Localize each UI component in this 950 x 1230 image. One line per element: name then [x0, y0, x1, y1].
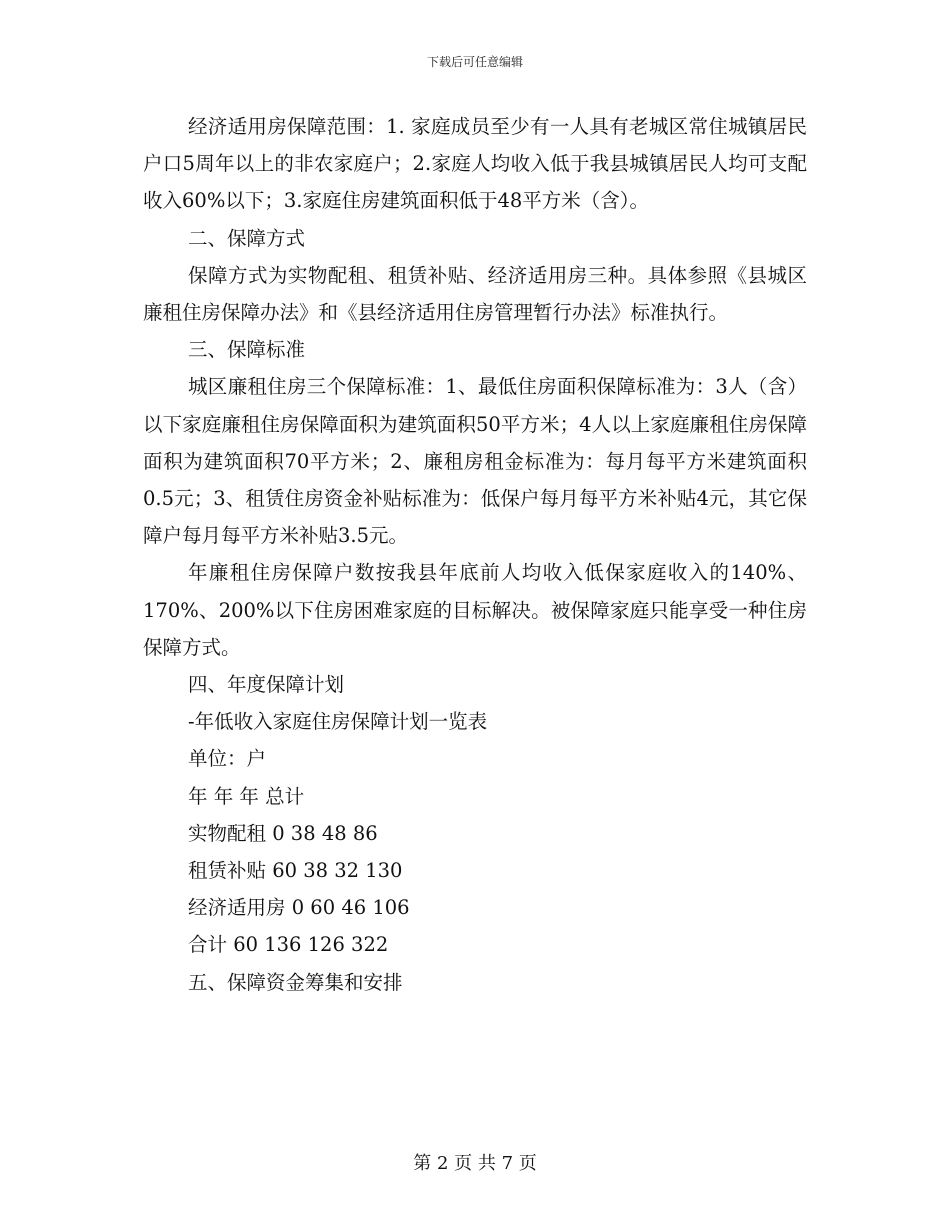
section-heading-fund-raising: 五、保障资金筹集和安排	[188, 970, 403, 994]
section-heading-guarantee-method: 二、保障方式	[188, 226, 306, 250]
plan-table-row: 租赁补贴 60 38 32 130	[188, 859, 403, 883]
plan-table-row: 实物配租 0 38 48 86	[188, 821, 378, 845]
plan-table-title: -年低收入家庭住房保障计划一览表	[188, 710, 488, 734]
paragraph-guarantee-method: 保障方式为实物配租、租赁补贴、经济适用房三种。具体参照《县城区廉租住房保障办法》和《县经济适用住房管理暂行办法》标准执行。	[143, 263, 807, 325]
paragraph-affordable-housing-scope: 经济适用房保障范围：1. 家庭成员至少有一人具有老城区常住城镇居民户口5周年以上的非农家庭户；2.家庭人均收入低于我县城镇居民人均可支配收入60%以下；3.家庭住房建筑面积低于48平方米（含）。	[143, 115, 807, 213]
plan-table-header-row: 年 年 年 总计	[188, 784, 305, 808]
paragraph-guarantee-standard: 城区廉租住房三个保障标准：1、最低住房面积保障标准为：3人（含）以下家庭廉租住房保障面积为建筑面积50平方米；4人以上家庭廉租住房保障面积为建筑面积70平方米；2、廉租房租金标准为：每月每平方米建筑面积0.5元；3、租赁住房资金补贴标准为：低保户每月每平方米补贴4元，其它保障户每月每平方米补贴3.5元。	[143, 375, 807, 548]
document-body	[143, 108, 807, 1001]
plan-table-row: 经济适用房 0 60 46 106	[188, 896, 410, 920]
paragraph-guarantee-households: 年廉租住房保障户数按我县年底前人均收入低保家庭收入的140%、170%、200%以下住房困难家庭的目标解决。被保障家庭只能享受一种住房保障方式。	[143, 561, 807, 659]
section-heading-guarantee-standard: 三、保障标准	[188, 338, 306, 362]
page-number: 第 2 页 共 7 页	[413, 1153, 537, 1174]
plan-table-row: 合计 60 136 126 322	[188, 933, 389, 957]
section-heading-annual-plan: 四、年度保障计划	[188, 673, 345, 697]
page-header: 下载后可任意编辑	[426, 55, 523, 69]
plan-table-unit: 单位：户	[188, 747, 267, 771]
